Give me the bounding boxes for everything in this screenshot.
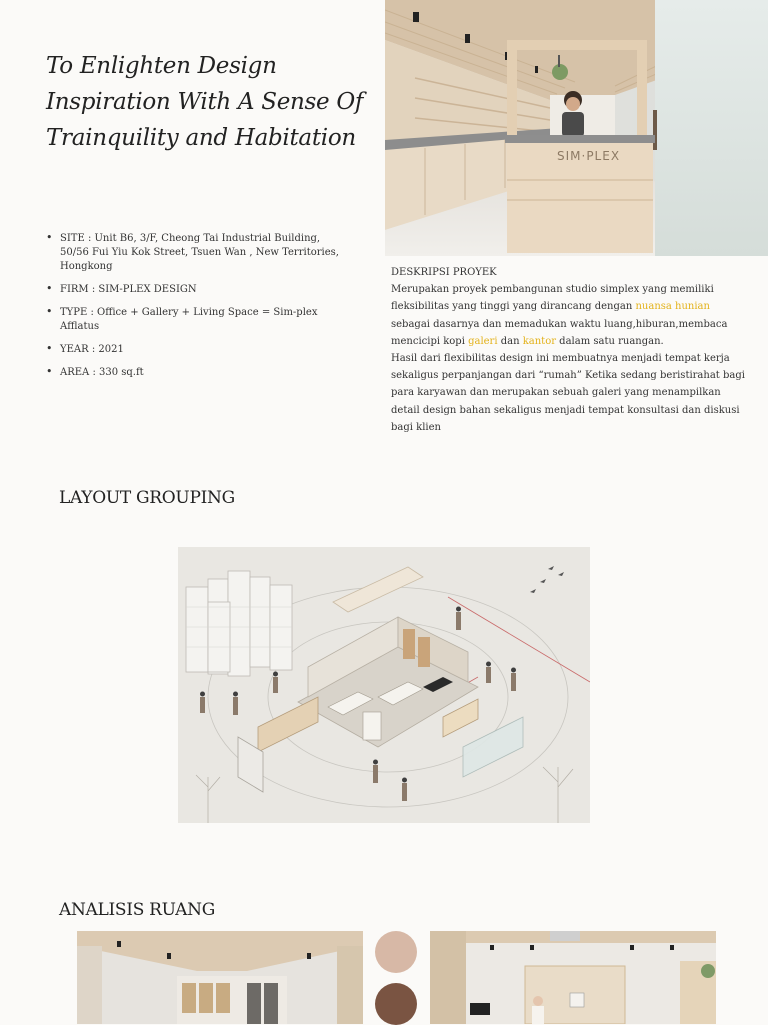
layout-grouping-isometric-illustration — [178, 547, 590, 823]
title-line-3: Trainquility and Habitation — [46, 125, 356, 151]
page-title — [46, 48, 366, 156]
title-line-1: To Enlighten Design — [46, 53, 277, 79]
info-area: • AREA : 330 sq.ft — [60, 366, 346, 380]
title-line-2: Inspiration With A Sense Of — [46, 89, 364, 115]
description-p1-b: sebagai dasarnya dan memadukan waktu luang,hiburan,membaca mencicipi kopi — [391, 318, 728, 347]
interior-photo-left — [77, 931, 363, 1024]
description-p1-a: Merupakan proyek pembangunan studio simplex yang memiliki fleksibilitas yang tinggi yang dirancang dengan — [391, 284, 714, 313]
interior-photo-right — [430, 931, 716, 1024]
info-type: • TYPE : Office + Gallery + Living Space = Sim-plex Afflatus — [60, 306, 346, 334]
highlight-nuansa-hunian: nuansa hunian — [635, 301, 710, 313]
info-firm: • FIRM : SIM-PLEX DESIGN — [60, 283, 346, 297]
color-swatch-dark — [375, 983, 417, 1025]
section-heading-analisis-ruang: ANALISIS RUANG — [59, 900, 215, 920]
project-info-list — [46, 232, 346, 389]
project-description — [391, 264, 751, 436]
section-heading-layout-grouping: LAYOUT GROUPING — [59, 488, 235, 508]
hero-photo-studio-interior — [385, 0, 768, 256]
description-p1-c: dan — [497, 335, 523, 347]
color-swatch-light — [375, 931, 417, 973]
info-year: • YEAR : 2021 — [60, 343, 346, 357]
description-p2: Hasil dari flexibilitas design ini membuatnya menjadi tempat kerja sekaligus perpanjangan dari “rumah” Ketika sedang beristirahat bagi para karyawan dan merupakan sebuah galeri yang menampilkan detail design bahan sekaligus menjadi tempat konsultasi dan diskusi bagi klien — [391, 353, 745, 433]
highlight-galeri: galeri — [468, 335, 498, 347]
description-p1-d: dalam satu ruangan. — [556, 335, 664, 347]
hero-sign-text: SIM·PLEX — [557, 149, 621, 163]
highlight-kantor: kantor — [522, 335, 556, 347]
description-heading: DESKRIPSI PROYEK — [391, 267, 497, 278]
info-site: • SITE : Unit B6, 3/F, Cheong Tai Industrial Building, 50/56 Fui Yiu Kok Street, Tsuen Wan , New Territories, Hongkong — [60, 232, 346, 274]
